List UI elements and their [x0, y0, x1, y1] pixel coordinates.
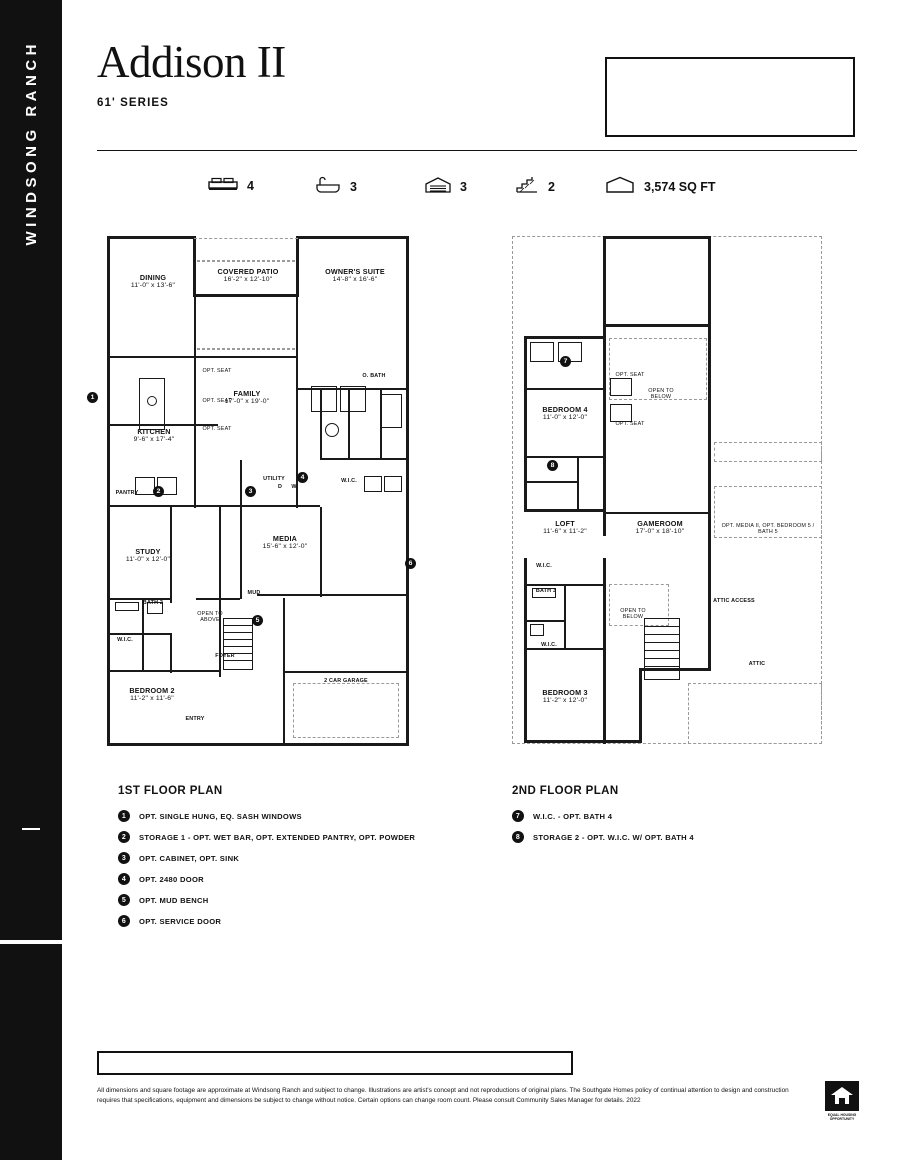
legend-item-6 [118, 915, 221, 927]
spec-square-feet-value: 3,574 SQ FT [644, 179, 716, 194]
logo-placeholder-box [605, 57, 855, 137]
sidebar-gap [0, 940, 62, 944]
label-bath-3: BATH 3 [535, 588, 557, 594]
room-bedroom-3-name: BEDROOM 3 [542, 688, 588, 697]
room-gameroom-name: GAMEROOM [637, 519, 683, 528]
room-study [109, 548, 187, 565]
legend-text-4: OPT. 2480 DOOR [139, 874, 204, 884]
room-loft [524, 520, 606, 537]
room-media-name: MEDIA [272, 534, 298, 543]
spec-bedrooms-value: 4 [247, 178, 254, 193]
label-washer: W [291, 484, 297, 490]
room-loft-name: LOFT [555, 519, 575, 528]
marker-4[interactable]: 4 [297, 472, 308, 483]
legend-item-2 [118, 831, 415, 843]
spec-summary-row [200, 173, 860, 205]
legend-item-4 [118, 873, 204, 885]
legend-num-8: 8 [512, 831, 524, 843]
room-kitchen [115, 428, 193, 445]
label-open-to-above: OPEN TO ABOVE [197, 611, 223, 624]
spec-stories-value: 2 [548, 179, 555, 194]
room-media [245, 535, 325, 552]
room-bedroom-4-dim: 11'-0" x 12'-0" [542, 414, 588, 422]
room-study-name: STUDY [135, 547, 161, 556]
label-utility: UTILITY [263, 476, 285, 482]
room-bedroom-2 [109, 687, 195, 704]
legend-num-5: 5 [118, 894, 130, 906]
floorplan-drawings [90, 228, 857, 753]
room-bedroom-3 [524, 689, 606, 706]
room-loft-dim: 11'-6" x 11'-2" [543, 528, 587, 536]
legend-num-1: 1 [118, 810, 130, 822]
room-dining-dim: 11'-0" x 13'-6" [130, 282, 176, 290]
disclaimer-text: All dimensions and square footage are approximate at Windsong Ranch and subject to change. Illustrations are artist's concept and not reproductions of original plans. The Southgate Homes policy of continual attention to design and construction requires that specifications, equipment and dimensions be subject to change without notice. Certain options can change room count. Please consult Community Sales Manager for details. 2022 [97, 1087, 789, 1104]
label-opt-media-bedroom-5: OPT. MEDIA II, OPT. BEDROOM 5 / BATH 5 [721, 523, 815, 536]
room-covered-patio-name: COVERED PATIO [217, 267, 279, 276]
label-attic: ATTIC [748, 661, 766, 667]
marker-5[interactable]: 5 [252, 615, 263, 626]
second-floor-drawing [492, 228, 857, 753]
label-bath-2: BATH 2 [142, 600, 164, 606]
room-covered-patio-dim: 16'-2" x 12'-10" [223, 276, 273, 284]
label-open-to-below-2: OPEN TO BELOW [620, 608, 646, 621]
legend-item-8 [512, 831, 694, 843]
label-opt-seat-3: OPT. SEAT [202, 426, 232, 432]
spec-garage-value: 3 [460, 179, 467, 194]
first-floor-drawing [90, 228, 417, 753]
legend-text-3: OPT. CABINET, OPT. SINK [139, 853, 240, 863]
room-gameroom-dim: 17'-0" x 18'-10" [635, 528, 685, 536]
stairs-icon [515, 176, 539, 197]
spec-square-feet [605, 176, 716, 197]
room-owners-suite-name: OWNER'S SUITE [325, 267, 385, 276]
page-title: Addison II [97, 37, 286, 87]
label-opt-seat-1: OPT. SEAT [202, 368, 232, 374]
legend-num-6: 6 [118, 915, 130, 927]
brand-name-vertical [0, 0, 62, 760]
brand-sidebar [0, 0, 62, 1160]
room-bedroom-4-name: BEDROOM 4 [542, 405, 588, 414]
legend-text-1: OPT. SINGLE HUNG, EQ. SASH WINDOWS [139, 811, 302, 821]
label-opt-seat-2: OPT. SEAT [202, 398, 232, 404]
label-owners-bath: O. BATH [362, 373, 386, 379]
label-mud: MUD [247, 590, 261, 596]
label-opt-seat-5: OPT. SEAT [615, 421, 645, 427]
spec-bathrooms-value: 3 [350, 179, 357, 194]
legend-item-5 [118, 894, 209, 906]
legend-item-1 [118, 810, 302, 822]
legend-text-7: W.I.C. - OPT. BATH 4 [533, 811, 613, 821]
room-family-name: FAMILY [233, 389, 261, 398]
label-pantry: PANTRY [115, 490, 139, 496]
equal-housing-opportunity [822, 1081, 862, 1129]
marker-7[interactable]: 7 [560, 356, 571, 367]
series-label: 61' SERIES [97, 97, 169, 109]
legend-title-first-floor: 1ST FLOOR PLAN [118, 785, 223, 797]
legend-item-3 [118, 852, 239, 864]
label-wic-3: W.I.C. [541, 642, 557, 648]
room-media-dim: 15'-6" x 12'-0" [262, 543, 308, 551]
room-bedroom-2-dim: 11'-2" x 11'-6" [130, 695, 174, 703]
label-dryer: D [277, 484, 283, 490]
legend-text-6: OPT. SERVICE DOOR [139, 916, 222, 926]
room-bedroom-2-name: BEDROOM 2 [129, 686, 175, 695]
equal-housing-icon [825, 1081, 859, 1111]
sidebar-divider [22, 828, 40, 830]
room-owners-suite-dim: 14'-8" x 16'-6" [332, 276, 378, 284]
legend-num-4: 4 [118, 873, 130, 885]
spec-bathrooms [315, 176, 357, 197]
spec-bedrooms [208, 176, 254, 195]
label-foyer: FOYER [215, 653, 235, 659]
room-family-dim: 17'-0" x 19'-0" [224, 398, 270, 406]
room-bedroom-4 [524, 406, 606, 423]
legend-text-8: STORAGE 2 - OPT. W.I.C. W/ OPT. BATH 4 [533, 832, 694, 842]
room-kitchen-name: KITCHEN [137, 427, 171, 436]
room-dining-name: DINING [139, 273, 167, 282]
marker-2[interactable]: 2 [153, 486, 164, 497]
header-divider [97, 150, 857, 151]
room-owners-suite [309, 268, 401, 285]
room-gameroom [614, 520, 706, 537]
label-wic-2: W.I.C. [117, 637, 133, 643]
house-icon [605, 176, 635, 197]
legend-title-second-floor: 2ND FLOOR PLAN [512, 785, 619, 797]
spec-stories [515, 176, 555, 197]
room-covered-patio [204, 268, 292, 285]
label-open-to-below-1: OPEN TO BELOW [648, 388, 674, 401]
room-kitchen-dim: 9'-6" x 17'-4" [133, 436, 175, 444]
label-attic-access: ATTIC ACCESS [713, 598, 755, 604]
marker-3[interactable]: 3 [245, 486, 256, 497]
brand-name-text: WINDSONG RANCH [22, 40, 40, 246]
label-2-car-garage: 2 CAR GARAGE [324, 678, 368, 684]
bathtub-icon [315, 176, 341, 197]
legend-text-2: STORAGE 1 - OPT. WET BAR, OPT. EXTENDED PANTRY, OPT. POWDER [139, 832, 416, 842]
footer-logo-box [97, 1051, 573, 1075]
garage-icon [425, 176, 451, 197]
bed-icon [208, 176, 238, 195]
label-opt-seat-4: OPT. SEAT [615, 372, 645, 378]
label-wic-4: W.I.C. [536, 563, 552, 569]
room-dining [117, 274, 189, 291]
legend-num-3: 3 [118, 852, 130, 864]
label-entry: ENTRY [185, 716, 205, 722]
legend-num-7: 7 [512, 810, 524, 822]
marker-8[interactable]: 8 [547, 460, 558, 471]
marker-6[interactable]: 6 [405, 558, 416, 569]
room-bedroom-3-dim: 11'-2" x 12'-0" [542, 697, 588, 705]
room-study-dim: 11'-0" x 12'-0" [125, 556, 171, 564]
marker-1[interactable]: 1 [87, 392, 98, 403]
label-wic-1: W.I.C. [341, 478, 357, 484]
spec-garage [425, 176, 467, 197]
equal-housing-text: EQUAL HOUSING OPPORTUNITY [827, 1113, 857, 1122]
legend-item-7 [512, 810, 612, 822]
legend-num-2: 2 [118, 831, 130, 843]
legend-text-5: OPT. MUD BENCH [139, 895, 209, 905]
